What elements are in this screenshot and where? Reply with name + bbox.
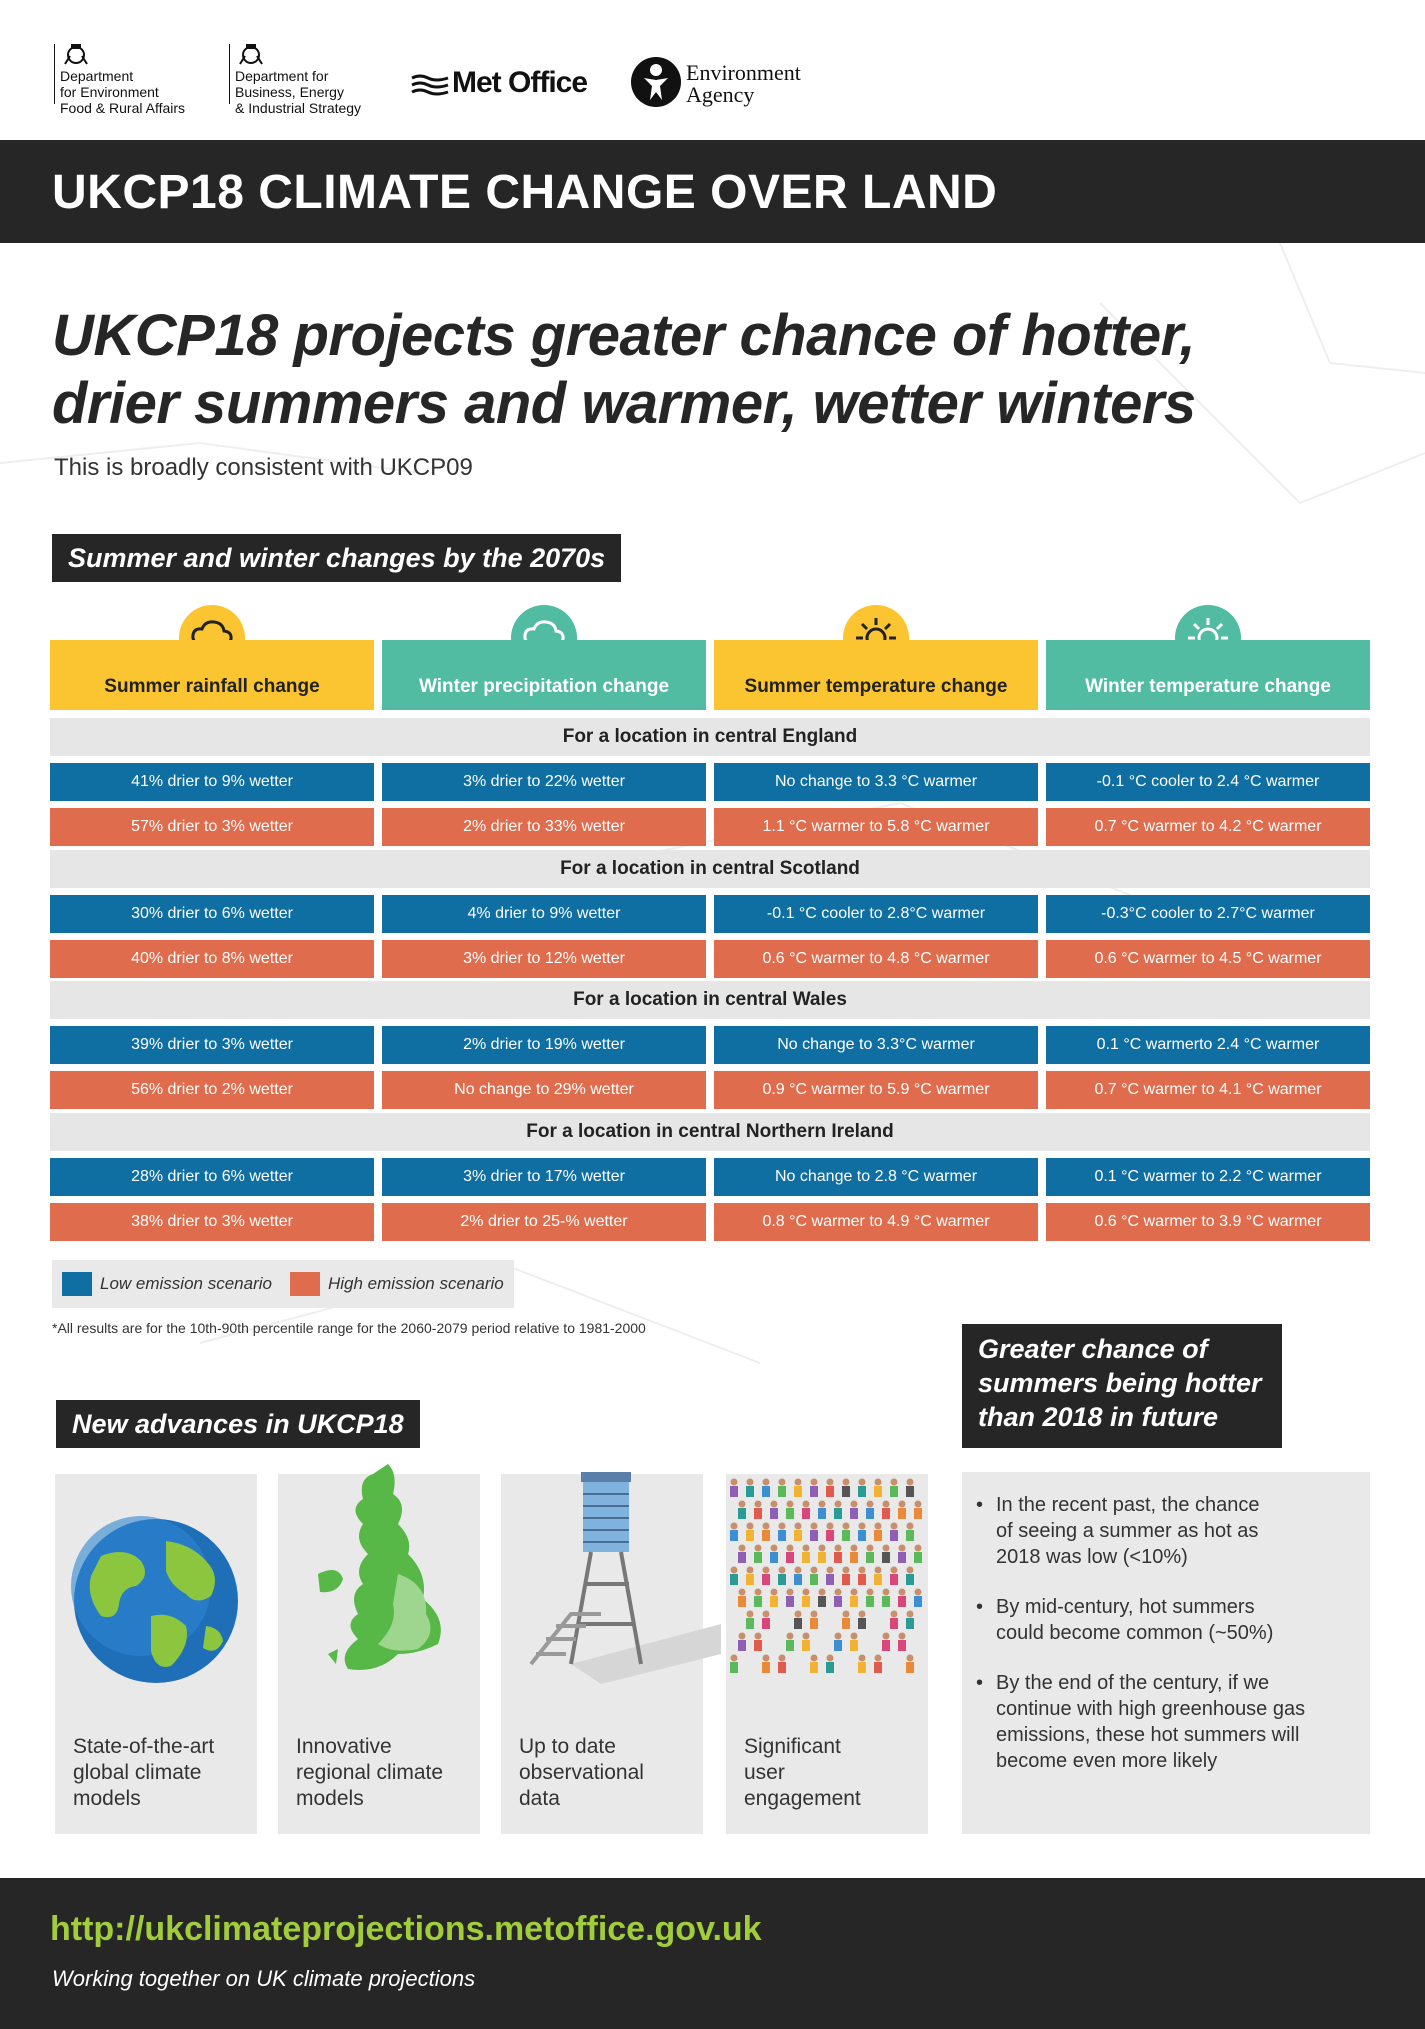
location-row-england: For a location in central England bbox=[50, 718, 1370, 756]
environment-agency-logo bbox=[630, 56, 830, 112]
person-figure bbox=[898, 1589, 906, 1608]
table-cell: 0.7 °C warmer to 4.1 °C warmer bbox=[1046, 1071, 1370, 1109]
person-figure bbox=[794, 1479, 802, 1498]
card-label bbox=[744, 1734, 861, 1812]
card-label-line: State-of-the-art bbox=[73, 1735, 215, 1758]
hot-summers-title-line: summers being hotter bbox=[978, 1368, 1262, 1398]
person-figure bbox=[882, 1501, 890, 1520]
person-figure bbox=[842, 1567, 850, 1586]
table-cell: 3% drier to 22% wetter bbox=[382, 763, 706, 801]
bullet-line: In the recent past, the chance bbox=[996, 1494, 1260, 1516]
person-figure bbox=[898, 1545, 906, 1564]
person-figure bbox=[746, 1523, 754, 1542]
person-figure bbox=[850, 1545, 858, 1564]
table-cell: 2% drier to 19% wetter bbox=[382, 1026, 706, 1064]
person-figure bbox=[786, 1589, 794, 1608]
person-figure bbox=[762, 1523, 770, 1542]
location-row-wales: For a location in central Wales bbox=[50, 981, 1370, 1019]
table-cell: 0.6 °C warmer to 4.5 °C warmer bbox=[1046, 940, 1370, 978]
defra-line-2: for Environment bbox=[60, 84, 159, 100]
person-figure bbox=[842, 1611, 850, 1630]
person-figure bbox=[890, 1479, 898, 1498]
person-figure bbox=[738, 1589, 746, 1608]
footer-url-link[interactable]: http://ukclimateprojections.metoffice.gov.uk bbox=[50, 1910, 762, 1948]
table-cell: 56% drier to 2% wetter bbox=[50, 1071, 374, 1109]
person-figure bbox=[762, 1567, 770, 1586]
table-cell: 0.6 °C warmer to 4.8 °C warmer bbox=[714, 940, 1038, 978]
person-figure bbox=[818, 1589, 826, 1608]
advance-card-regional-models bbox=[278, 1474, 480, 1834]
person-figure bbox=[770, 1545, 778, 1564]
person-figure bbox=[754, 1589, 762, 1608]
table-cell: 0.8 °C warmer to 4.9 °C warmer bbox=[714, 1203, 1038, 1241]
person-figure bbox=[858, 1567, 866, 1586]
location-row-northern-ireland: For a location in central Northern Ireland bbox=[50, 1113, 1370, 1151]
person-figure bbox=[754, 1633, 762, 1652]
person-figure bbox=[890, 1523, 898, 1542]
card-label-line: Significant bbox=[744, 1735, 841, 1758]
person-figure bbox=[730, 1523, 738, 1542]
person-figure bbox=[810, 1655, 818, 1674]
met-office-name: Met Office bbox=[452, 66, 588, 99]
person-figure bbox=[866, 1589, 874, 1608]
person-figure bbox=[746, 1479, 754, 1498]
person-figure bbox=[906, 1479, 914, 1498]
person-figure bbox=[730, 1479, 738, 1498]
table-cell: 2% drier to 25-% wetter bbox=[382, 1203, 706, 1241]
person-figure bbox=[866, 1501, 874, 1520]
advance-card-global-models bbox=[55, 1474, 257, 1834]
hot-summers-title bbox=[962, 1324, 1282, 1448]
person-figure bbox=[818, 1545, 826, 1564]
table-cell: 0.9 °C warmer to 5.9 °C warmer bbox=[714, 1071, 1038, 1109]
table-cell: No change to 3.3 °C warmer bbox=[714, 763, 1038, 801]
weather-station-icon bbox=[511, 1464, 721, 1694]
hot-summers-panel bbox=[962, 1472, 1370, 1834]
legend-label-high: High emission scenario bbox=[328, 1274, 504, 1293]
person-figure bbox=[874, 1567, 882, 1586]
card-label-line: Innovative bbox=[296, 1735, 392, 1758]
table-cell: 57% drier to 3% wetter bbox=[50, 808, 374, 846]
column-label: Winter precipitation change bbox=[382, 640, 706, 710]
person-figure bbox=[906, 1567, 914, 1586]
bullet-line: of seeing a summer as hot as bbox=[996, 1520, 1259, 1542]
card-label-line: global climate bbox=[73, 1761, 202, 1784]
bullet-line: emissions, these hot summers will bbox=[996, 1724, 1300, 1746]
table-cell: 0.6 °C warmer to 3.9 °C warmer bbox=[1046, 1203, 1370, 1241]
person-figure bbox=[754, 1501, 762, 1520]
table-cell: 38% drier to 3% wetter bbox=[50, 1203, 374, 1241]
column-label: Summer rainfall change bbox=[50, 640, 374, 710]
legend-swatch-high bbox=[290, 1272, 320, 1296]
person-figure bbox=[810, 1611, 818, 1630]
footer-tagline: Working together on UK climate projections bbox=[52, 1966, 476, 1991]
bullet-item bbox=[996, 1594, 1273, 1646]
table-cell: 40% drier to 8% wetter bbox=[50, 940, 374, 978]
person-figure bbox=[890, 1567, 898, 1586]
advance-card-observational-data bbox=[501, 1474, 703, 1834]
table-section-title: Summer and winter changes by the 2070s bbox=[52, 534, 621, 582]
royal-crest-icon bbox=[237, 42, 265, 66]
person-figure bbox=[834, 1545, 842, 1564]
column-header-summer-rainfall bbox=[50, 605, 374, 710]
footnote: *All results are for the 10th-90th percentile range for the 2060-2079 period relative to 1981-2000 bbox=[52, 1320, 646, 1336]
uk-map-icon bbox=[298, 1454, 458, 1694]
person-figure bbox=[738, 1545, 746, 1564]
card-label-line: engagement bbox=[744, 1787, 861, 1810]
bullet-marker: • bbox=[976, 1672, 984, 1694]
person-figure bbox=[898, 1633, 906, 1652]
person-figure bbox=[850, 1633, 858, 1652]
card-label-line: regional climate bbox=[296, 1761, 444, 1784]
person-figure bbox=[890, 1611, 898, 1630]
person-figure bbox=[866, 1545, 874, 1564]
person-figure bbox=[810, 1567, 818, 1586]
person-figure bbox=[882, 1633, 890, 1652]
logo-divider bbox=[54, 44, 55, 104]
column-header-winter-precipitation bbox=[382, 605, 706, 710]
defra-line-3: Food & Rural Affairs bbox=[60, 100, 186, 116]
table-cell: 0.1 °C warmer to 2.2 °C warmer bbox=[1046, 1158, 1370, 1196]
bullet-item bbox=[996, 1492, 1260, 1570]
table-cell: 4% drier to 9% wetter bbox=[382, 895, 706, 933]
table-cell: No change to 3.3°C warmer bbox=[714, 1026, 1038, 1064]
defra-line-1: Department bbox=[60, 68, 134, 84]
royal-crest-icon bbox=[62, 42, 90, 66]
person-figure bbox=[858, 1523, 866, 1542]
person-figure bbox=[762, 1655, 770, 1674]
person-figure bbox=[746, 1611, 754, 1630]
table-cell: 30% drier to 6% wetter bbox=[50, 895, 374, 933]
person-figure bbox=[762, 1611, 770, 1630]
person-figure bbox=[826, 1523, 834, 1542]
title-banner bbox=[0, 140, 1425, 243]
person-figure bbox=[802, 1633, 810, 1652]
table-cell: 0.7 °C warmer to 4.2 °C warmer bbox=[1046, 808, 1370, 846]
person-figure bbox=[786, 1501, 794, 1520]
card-label-line: models bbox=[296, 1787, 364, 1810]
bullet-line: By the end of the century, if we bbox=[996, 1672, 1270, 1694]
person-figure bbox=[858, 1655, 866, 1674]
person-figure bbox=[786, 1633, 794, 1652]
changes-table bbox=[50, 605, 1370, 1245]
beis-logo bbox=[227, 42, 387, 117]
person-figure bbox=[906, 1655, 914, 1674]
table-cell: 1.1 °C warmer to 5.8 °C warmer bbox=[714, 808, 1038, 846]
table-cell: 0.1 °C warmerto 2.4 °C warmer bbox=[1046, 1026, 1370, 1064]
headline-line-2: drier summers and warmer, wetter winters bbox=[52, 371, 1196, 436]
person-figure bbox=[818, 1501, 826, 1520]
card-label-line: user bbox=[744, 1761, 785, 1784]
beis-line-2: Business, Energy bbox=[235, 84, 344, 100]
table-cell: No change to 29% wetter bbox=[382, 1071, 706, 1109]
bullet-line: could become common (~50%) bbox=[996, 1622, 1274, 1644]
person-figure bbox=[802, 1589, 810, 1608]
person-figure bbox=[730, 1655, 738, 1674]
table-cell: 3% drier to 12% wetter bbox=[382, 940, 706, 978]
person-figure bbox=[770, 1589, 778, 1608]
bullet-line: 2018 was low (<10%) bbox=[996, 1546, 1188, 1568]
person-figure bbox=[802, 1501, 810, 1520]
table-cell: -0.1 °C cooler to 2.4 °C warmer bbox=[1046, 763, 1370, 801]
person-figure bbox=[874, 1655, 882, 1674]
person-figure bbox=[850, 1589, 858, 1608]
legend-label-low: Low emission scenario bbox=[100, 1274, 272, 1293]
table-cell: 3% drier to 17% wetter bbox=[382, 1158, 706, 1196]
person-figure bbox=[738, 1633, 746, 1652]
column-header-winter-temperature bbox=[1046, 605, 1370, 710]
person-figure bbox=[834, 1633, 842, 1652]
person-figure bbox=[858, 1611, 866, 1630]
card-label-line: data bbox=[519, 1787, 560, 1810]
card-label bbox=[296, 1734, 443, 1812]
person-figure bbox=[874, 1523, 882, 1542]
person-figure bbox=[914, 1589, 922, 1608]
person-figure bbox=[778, 1479, 786, 1498]
advances-title: New advances in UKCP18 bbox=[56, 1400, 420, 1448]
table-cell: 2% drier to 33% wetter bbox=[382, 808, 706, 846]
bullet-line: become even more likely bbox=[996, 1750, 1218, 1772]
advance-card-user-engagement bbox=[726, 1474, 928, 1834]
table-cell: -0.3°C cooler to 2.7°C warmer bbox=[1046, 895, 1370, 933]
person-figure bbox=[794, 1567, 802, 1586]
logo-divider bbox=[229, 44, 230, 104]
person-figure bbox=[730, 1567, 738, 1586]
bullet-line: By mid-century, hot summers bbox=[996, 1596, 1255, 1618]
person-figure bbox=[874, 1479, 882, 1498]
table-cell: 41% drier to 9% wetter bbox=[50, 763, 374, 801]
person-figure bbox=[778, 1655, 786, 1674]
bullet-marker: • bbox=[976, 1596, 984, 1618]
environment-agency-figure-icon bbox=[630, 56, 682, 108]
table-cell: -0.1 °C cooler to 2.8°C warmer bbox=[714, 895, 1038, 933]
person-figure bbox=[770, 1501, 778, 1520]
bullet-item bbox=[996, 1670, 1305, 1774]
person-figure bbox=[914, 1501, 922, 1520]
ea-line-1: Environment bbox=[686, 60, 801, 85]
met-office-wave-icon bbox=[410, 74, 450, 96]
card-label bbox=[73, 1734, 214, 1812]
bullet-marker: • bbox=[976, 1494, 984, 1516]
beis-line-1: Department for bbox=[235, 68, 329, 84]
headline bbox=[52, 302, 1196, 438]
legend bbox=[52, 1260, 514, 1308]
person-figure bbox=[746, 1567, 754, 1586]
hot-summers-title-line: Greater chance of bbox=[978, 1334, 1208, 1364]
person-figure bbox=[826, 1479, 834, 1498]
ea-line-2: Agency bbox=[686, 82, 755, 107]
headline-line-1: UKCP18 projects greater chance of hotter, bbox=[52, 303, 1196, 368]
person-figure bbox=[794, 1523, 802, 1542]
location-row-scotland: For a location in central Scotland bbox=[50, 850, 1370, 888]
person-figure bbox=[826, 1567, 834, 1586]
person-figure bbox=[914, 1545, 922, 1564]
person-figure bbox=[738, 1501, 746, 1520]
person-figure bbox=[826, 1655, 834, 1674]
legend-swatch-low bbox=[62, 1272, 92, 1296]
person-figure bbox=[850, 1501, 858, 1520]
person-figure bbox=[906, 1611, 914, 1630]
person-figure bbox=[834, 1501, 842, 1520]
person-figure bbox=[778, 1523, 786, 1542]
table-cell: No change to 2.8 °C warmer bbox=[714, 1158, 1038, 1196]
person-figure bbox=[882, 1545, 890, 1564]
column-header-summer-temperature bbox=[714, 605, 1038, 710]
person-figure bbox=[906, 1523, 914, 1542]
person-figure bbox=[810, 1523, 818, 1542]
column-label: Summer temperature change bbox=[714, 640, 1038, 710]
person-figure bbox=[882, 1589, 890, 1608]
card-label-line: models bbox=[73, 1787, 141, 1810]
person-figure bbox=[762, 1479, 770, 1498]
banner-title: UKCP18 CLIMATE CHANGE OVER LAND bbox=[52, 166, 998, 219]
met-office-logo bbox=[410, 66, 610, 106]
person-figure bbox=[802, 1545, 810, 1564]
crowd-icon bbox=[726, 1474, 928, 1714]
beis-line-3: & Industrial Strategy bbox=[235, 100, 362, 116]
person-figure bbox=[898, 1501, 906, 1520]
person-figure bbox=[786, 1545, 794, 1564]
card-label-line: Up to date bbox=[519, 1735, 616, 1758]
person-figure bbox=[754, 1545, 762, 1564]
logo-bar bbox=[52, 42, 852, 122]
person-figure bbox=[794, 1611, 802, 1630]
person-figure bbox=[858, 1479, 866, 1498]
defra-logo bbox=[52, 42, 212, 117]
person-figure bbox=[834, 1589, 842, 1608]
card-label bbox=[519, 1734, 644, 1812]
table-cell: 28% drier to 6% wetter bbox=[50, 1158, 374, 1196]
globe-icon bbox=[71, 1516, 241, 1686]
hot-summers-title-line: than 2018 in future bbox=[978, 1402, 1219, 1432]
column-label: Winter temperature change bbox=[1046, 640, 1370, 710]
person-figure bbox=[810, 1479, 818, 1498]
table-cell: 39% drier to 3% wetter bbox=[50, 1026, 374, 1064]
footer bbox=[0, 1878, 1425, 2029]
person-figure bbox=[842, 1523, 850, 1542]
card-label-line: observational bbox=[519, 1761, 644, 1784]
bullet-line: continue with high greenhouse gas bbox=[996, 1698, 1306, 1720]
subheadline: This is broadly consistent with UKCP09 bbox=[54, 454, 473, 481]
person-figure bbox=[842, 1479, 850, 1498]
person-figure bbox=[778, 1567, 786, 1586]
